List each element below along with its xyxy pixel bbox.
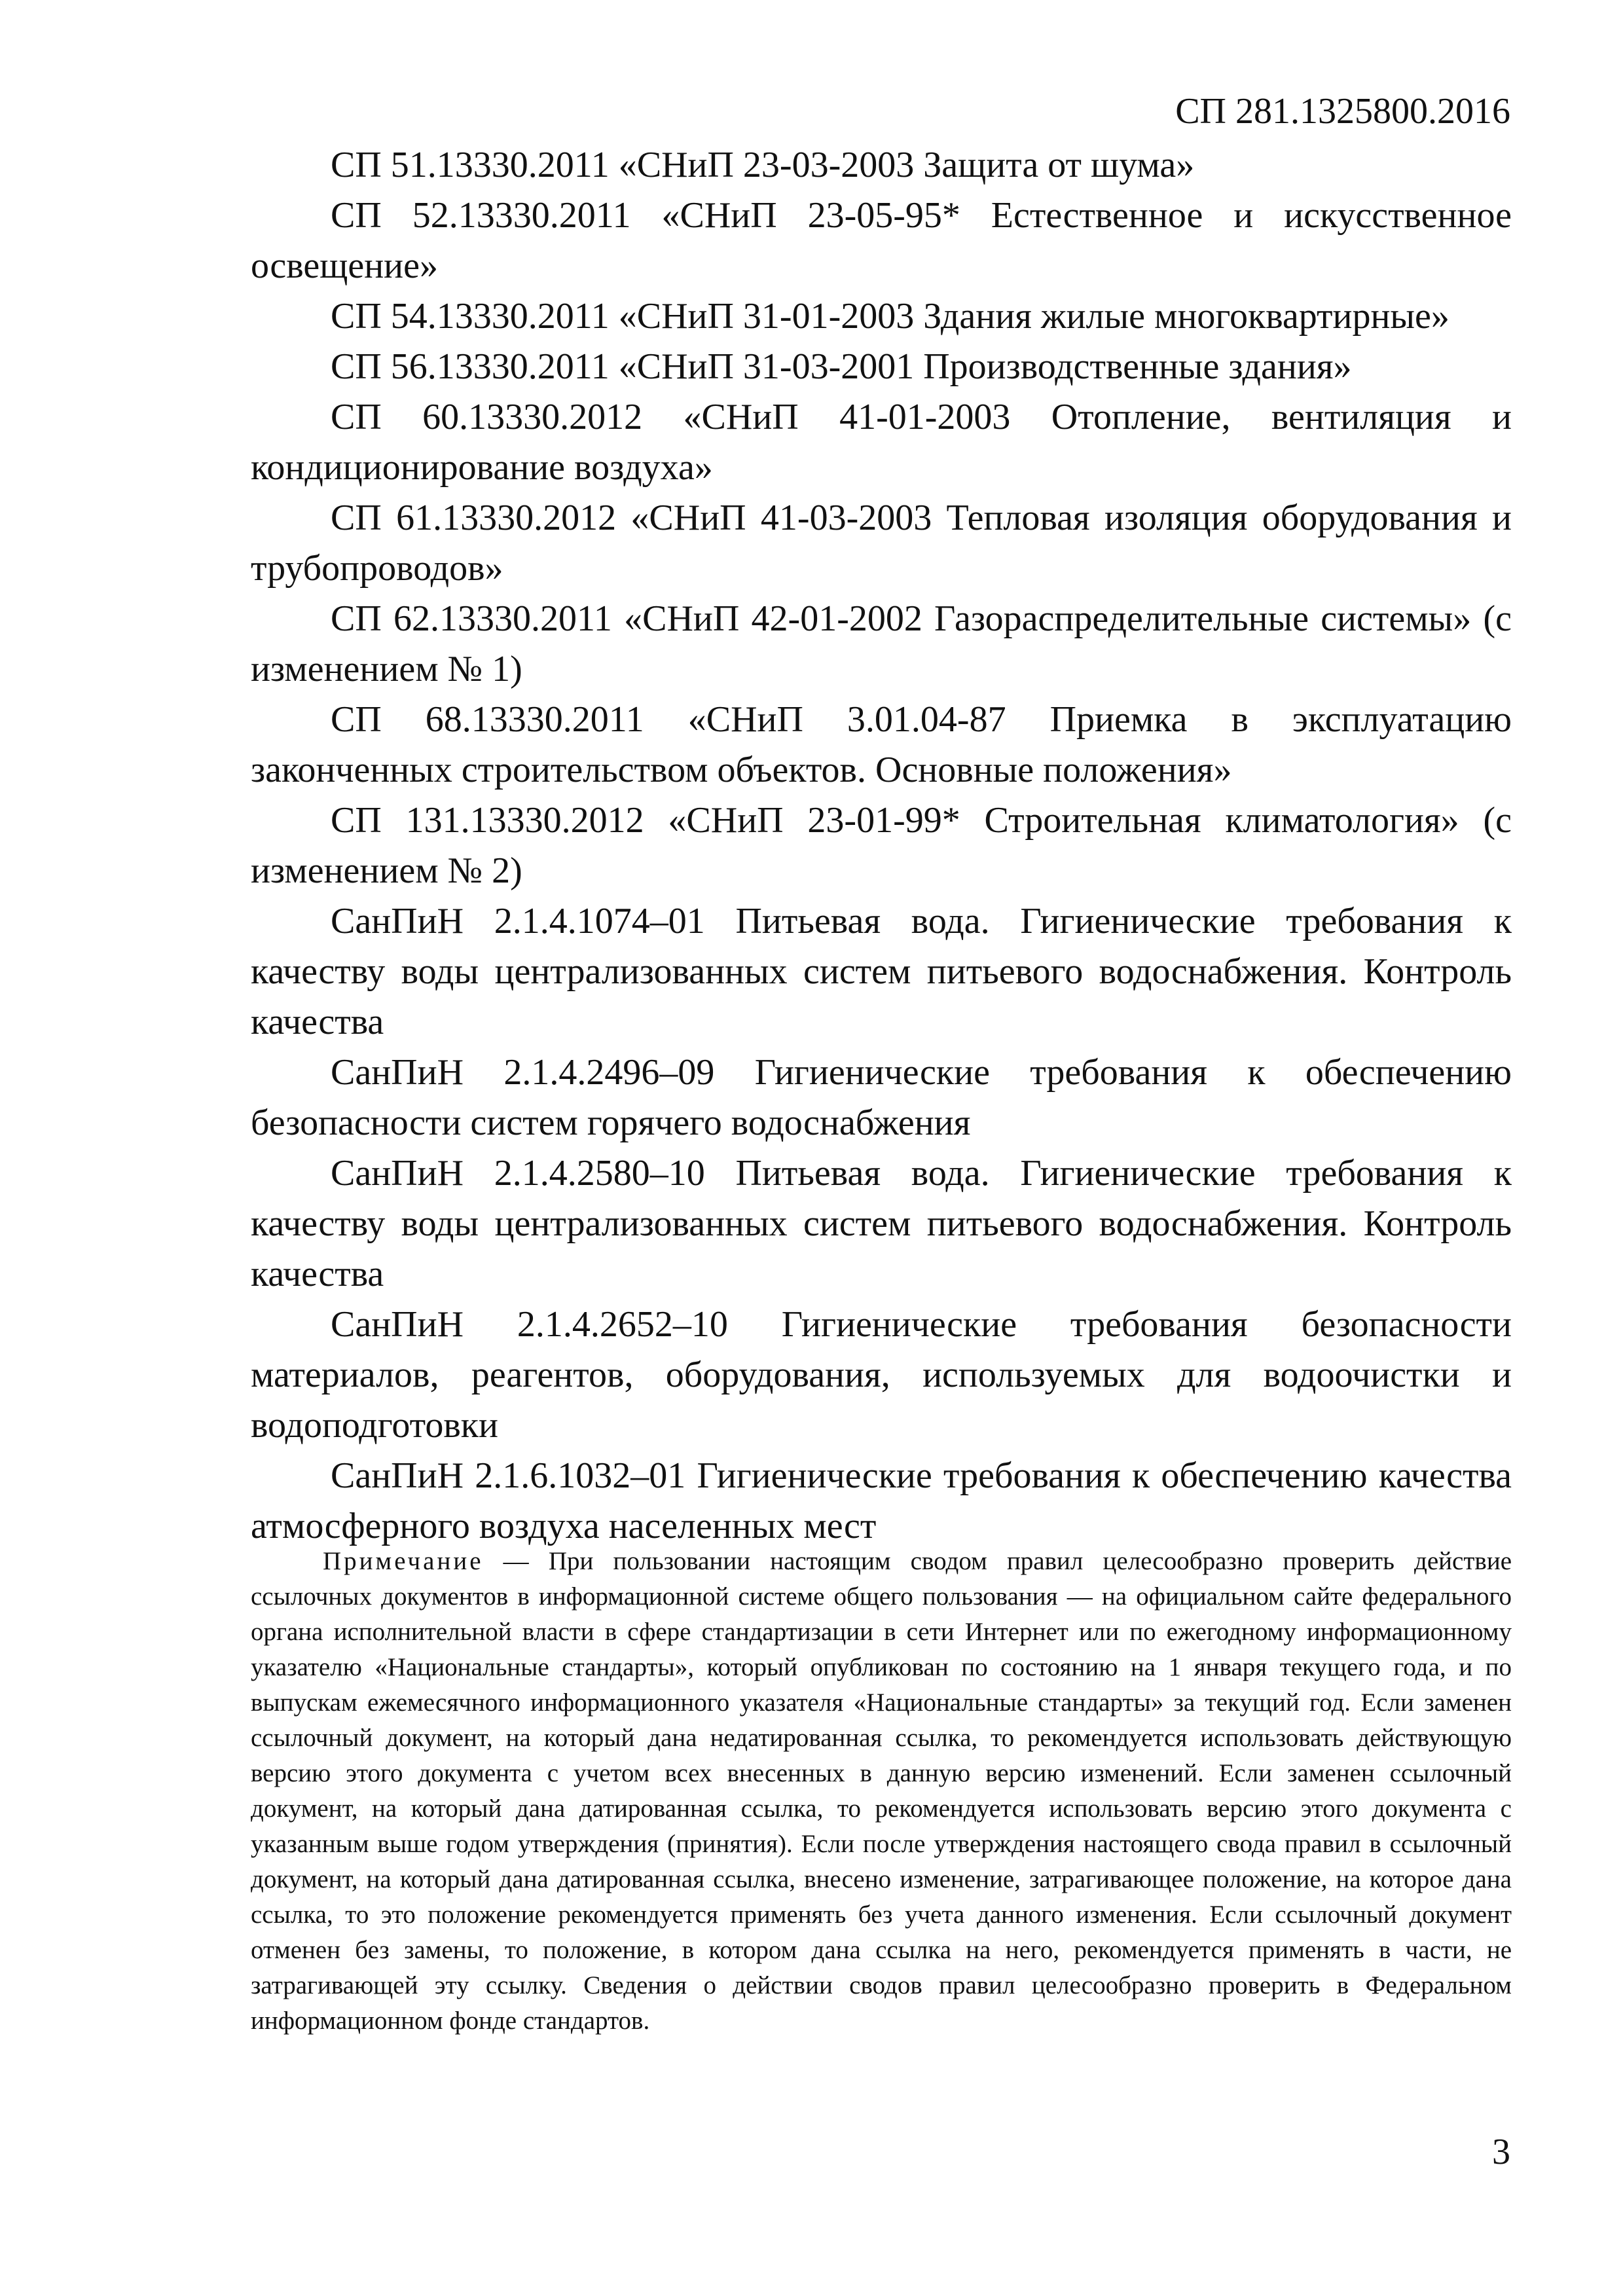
reference-item: СанПиН 2.1.4.1074–01 Питьевая вода. Гигиенические требования к качеству воды централизованных систем питьевого водоснабжения. Контроль качества — [251, 901, 1512, 1042]
reference-item: СП 56.13330.2011 «СНиП 31-03-2001 Производственные здания» — [331, 346, 1352, 387]
reference-item: СанПиН 2.1.4.2652–10 Гигиенические требования безопасности материалов, реагентов, оборудования, используемых для водоочистки и водоподготовки — [251, 1304, 1512, 1446]
note-paragraph — [251, 1544, 1512, 2039]
reference-item: СП 68.13330.2011 «СНиП 3.01.04-87 Приемка в эксплуатацию законченных строительством объектов. Основные положения» — [251, 699, 1512, 790]
reference-item: СП 61.13330.2012 «СНиП 41-03-2003 Тепловая изоляция оборудования и трубопроводов» — [251, 498, 1512, 589]
reference-item: СанПиН 2.1.4.2496–09 Гигиенические требования к обеспечению безопасности систем горячего водоснабжения — [251, 1052, 1512, 1143]
note-label: Примечание — [323, 1547, 484, 1575]
reference-item: СанПиН 2.1.6.1032–01 Гигиенические требования к обеспечению качества атмосферного воздуха населенных мест — [251, 1455, 1512, 1546]
page-number: 3 — [1492, 2132, 1510, 2172]
reference-item: СП 54.13330.2011 «СНиП 31-01-2003 Здания жилые многоквартирные» — [331, 296, 1450, 337]
note-text: — При пользовании настоящим сводом правил целесообразно проверить действие ссылочных документов в информационной системе общего пользования — на официальном сайте федерального органа исполнительной власти в сфере стандартизации в сети Интернет или по ежегодному информационному указателю «Национальные стандарты», который опубликован по состоянию на 1 января текущего года, и по выпускам ежемесячного информационного указателя «Национальные стандарты» за текущий год. Если заменен ссылочный документ, на который дана недатированная ссылка, то рекомендуется использовать действующую версию этого документа с учетом всех внесенных в данную версию изменений. Если заменен ссылочный документ, на который дана датированная ссылка, то рекомендуется использовать версию этого документа с указанным выше годом утверждения (принятия). Если после утверждения настоящего свода правил в ссылочный документ, на который дана датированная ссылка, внесено изменение, затрагивающее положение, на которое дана ссылка, то это положение рекомендуется применять без учета данного изменения. Если ссылочный документ отменен без замены, то положение, в котором дана ссылка на него, рекомендуется применять в части, не затрагивающей эту ссылку. Сведения о действии сводов правил целесообразно проверить в Федеральном информационном фонде стандартов. — [251, 1547, 1512, 2035]
document-code: СП 281.1325800.2016 — [1175, 91, 1510, 132]
reference-item: СП 131.13330.2012 «СНиП 23-01-99* Строительная климатология» (с изменением № 2) — [251, 800, 1512, 891]
reference-item: СП 62.13330.2011 «СНиП 42-01-2002 Газораспределительные системы» (с изменением № 1) — [251, 598, 1512, 689]
reference-item: СП 52.13330.2011 «СНиП 23-05-95* Естественное и искусственное освещение» — [251, 195, 1512, 286]
reference-item: СП 60.13330.2012 «СНиП 41-01-2003 Отопление, вентиляция и кондиционирование воздуха» — [251, 397, 1512, 488]
reference-item: СанПиН 2.1.4.2580–10 Питьевая вода. Гигиенические требования к качеству воды централизованных систем питьевого водоснабжения. Контроль качества — [251, 1153, 1512, 1294]
reference-item: СП 51.13330.2011 «СНиП 23-03-2003 Защита от шума» — [331, 145, 1195, 185]
reference-list — [251, 140, 1512, 1552]
